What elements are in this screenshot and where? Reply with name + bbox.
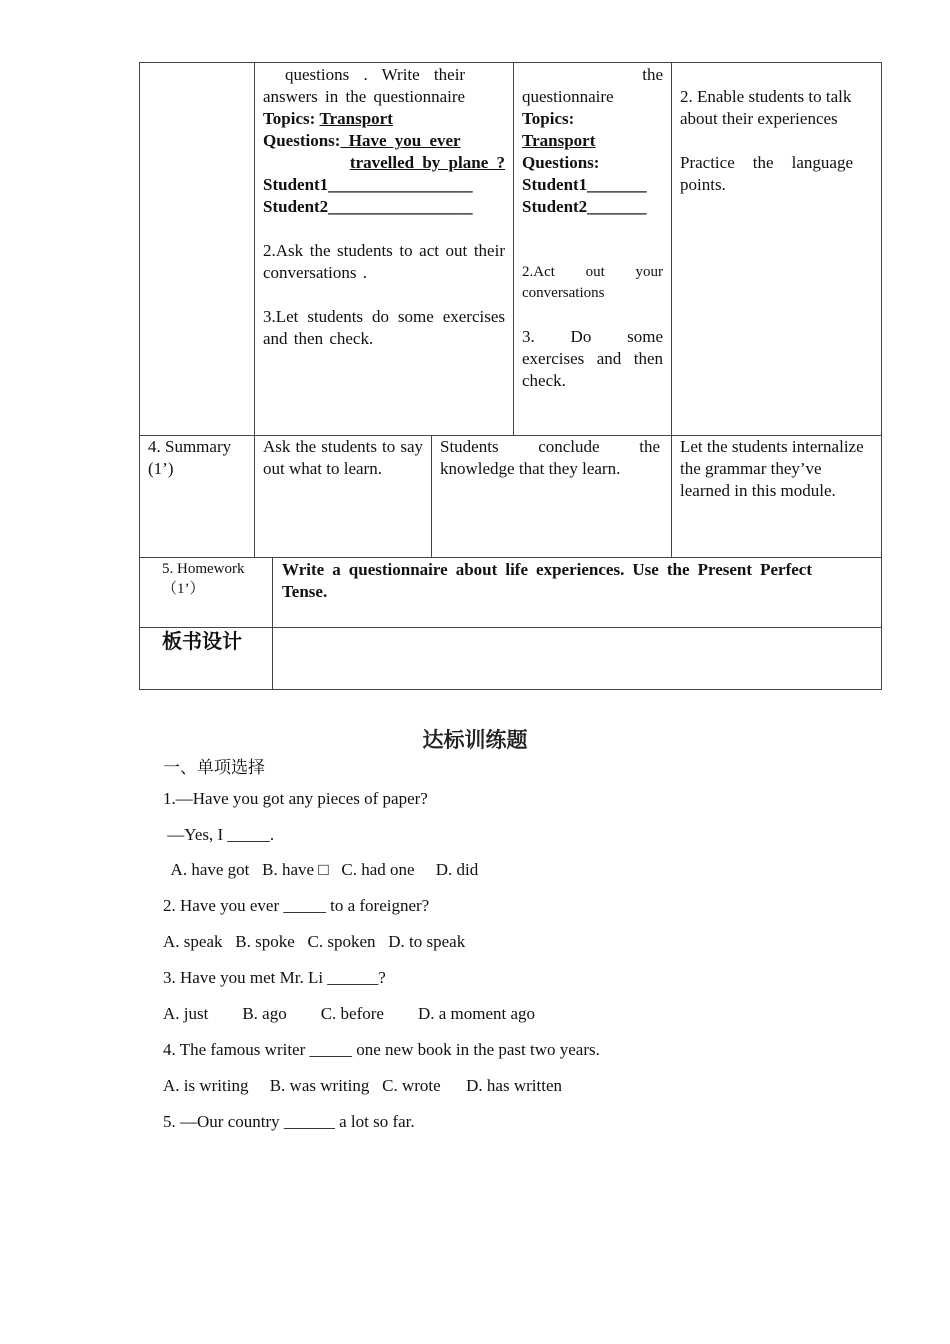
student-activity-cell bbox=[522, 64, 663, 392]
question-line: 5. —Our country ______ a lot so far. bbox=[163, 1112, 415, 1131]
homework-content-cell bbox=[282, 559, 812, 603]
question-line: A. is writing B. was writing C. wrote D. has written bbox=[163, 1076, 562, 1095]
row-divider bbox=[139, 557, 882, 558]
summary-teacher-cell bbox=[263, 436, 423, 480]
student1-line: Student1_________________ bbox=[263, 175, 473, 194]
purpose-enable: 2. Enable students to talk about their experiences bbox=[680, 87, 852, 128]
question-line: 2. Have you ever _____ to a foreigner? bbox=[163, 896, 430, 915]
teacher-line1: questions . Write their bbox=[285, 65, 466, 84]
question-line: A. just B. ago C. before D. a moment ago bbox=[163, 1004, 536, 1023]
col-divider bbox=[671, 62, 672, 558]
col-divider bbox=[272, 557, 273, 690]
student-questions-label: Questions: bbox=[522, 153, 600, 172]
homework-step-cell bbox=[162, 559, 270, 599]
student-student1: Student1_______ bbox=[522, 175, 647, 194]
col-divider bbox=[431, 435, 432, 557]
summary-step: 4. Summary (1’) bbox=[148, 437, 232, 478]
summary-teacher: Ask the students to say out what to learn. bbox=[263, 437, 423, 478]
topics-label: Topics: bbox=[263, 109, 316, 128]
student2-line: Student2_________________ bbox=[263, 197, 473, 216]
purpose-cell bbox=[680, 86, 860, 196]
student-topics-label: Topics: bbox=[522, 109, 575, 128]
questions-label: Questions: bbox=[263, 131, 341, 150]
question-line: A. speak B. spoke C. spoken D. to speak bbox=[163, 932, 466, 951]
exercise-title: 达标训练题 bbox=[422, 728, 528, 752]
topics-value: Transport bbox=[319, 109, 393, 128]
section-heading: 一、单项选择 bbox=[163, 758, 265, 778]
teacher-line2: answers in the questionnaire bbox=[263, 87, 466, 106]
question-line: —Yes, I _____. bbox=[163, 825, 275, 844]
act-out-instruction: 2.Ask the students to act out their conversations . bbox=[263, 241, 505, 282]
board-design-label: 板书设计 bbox=[162, 629, 242, 653]
text-line bbox=[263, 64, 505, 86]
homework-step-time: （1’） bbox=[162, 581, 205, 597]
student-line1: the bbox=[642, 65, 663, 84]
student-topics-value: Transport bbox=[522, 131, 596, 150]
student-line2: questionnaire bbox=[522, 87, 614, 106]
summary-purpose: Let the students internalize the grammar they’ve learned in this module. bbox=[680, 437, 864, 500]
question-line: 4. The famous writer _____ one new book in the past two years. bbox=[163, 1040, 600, 1059]
student-exercises: 3. Do some exercises and then check. bbox=[522, 327, 663, 390]
homework-step-label: 5. Homework bbox=[162, 561, 245, 577]
questions-value: Have you ever bbox=[340, 131, 461, 150]
student-student2: Student2_______ bbox=[522, 197, 647, 216]
question-line: A. have got B. have □ C. had one D. did bbox=[163, 860, 479, 879]
teacher-activity-cell bbox=[263, 64, 505, 350]
summary-purpose-cell bbox=[680, 436, 875, 502]
col-divider bbox=[254, 62, 255, 558]
student-act-out: 2.Act out your conversations bbox=[522, 264, 663, 301]
question-line: 1.—Have you got any pieces of paper? bbox=[163, 789, 428, 808]
summary-student-cell bbox=[440, 436, 660, 480]
col-divider bbox=[513, 62, 514, 435]
question-line: 3. Have you met Mr. Li ______? bbox=[163, 968, 386, 987]
row-divider bbox=[139, 627, 882, 628]
questions-value-cont: travelled by plane ? bbox=[349, 153, 505, 172]
exercise-instruction: 3.Let students do some exercises and then check. bbox=[263, 307, 505, 348]
summary-student: Students conclude the knowledge that they learn. bbox=[440, 437, 660, 478]
purpose-practice: Practice the language points. bbox=[680, 153, 853, 194]
board-design-cell bbox=[162, 630, 242, 652]
summary-step-cell bbox=[148, 436, 245, 480]
homework-content: Write a questionnaire about life experiences. Use the Present Perfect Tense. bbox=[282, 560, 812, 601]
